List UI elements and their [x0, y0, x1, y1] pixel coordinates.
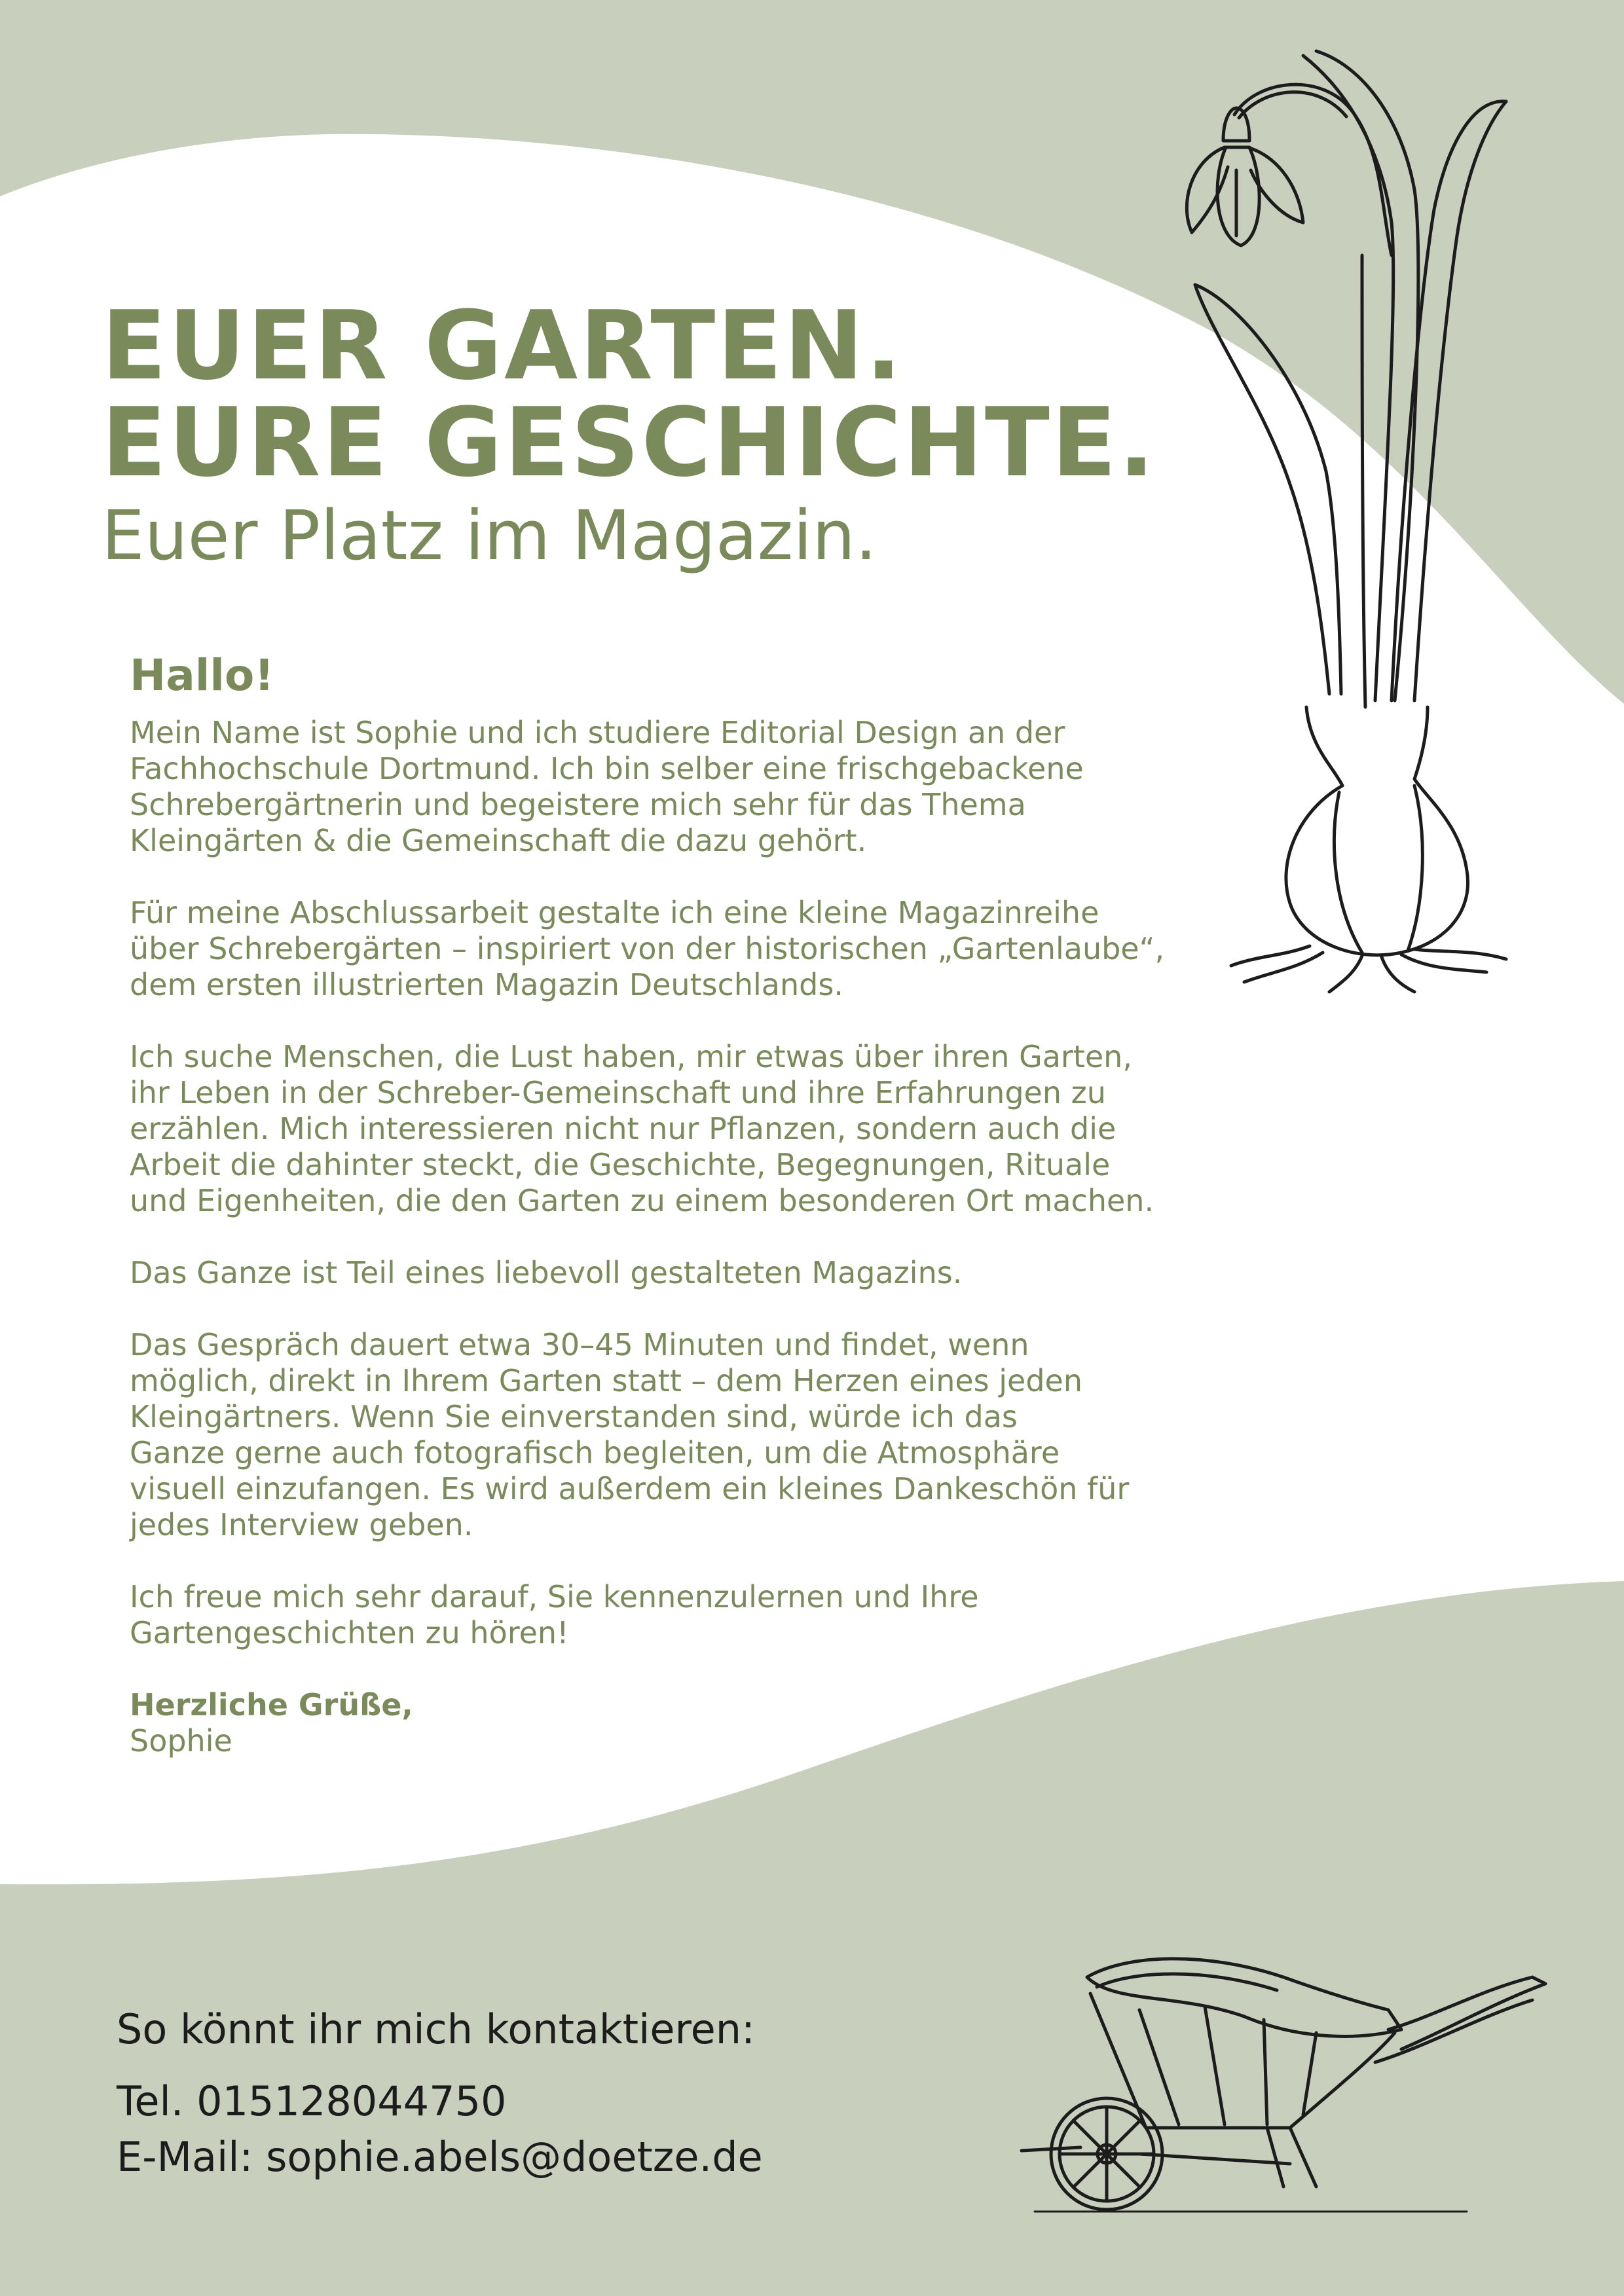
- paragraph-thanks: Ich freue mich sehr darauf, Sie kennenzulernen und Ihre Gartengeschichten zu hören!: [130, 1579, 979, 1650]
- greeting: Hallo!: [130, 650, 274, 701]
- contact-block: [117, 2000, 1033, 2185]
- headline-line-2: EURE GESCHICHTE.: [101, 388, 1156, 498]
- snowdrop-flower-icon: [1166, 39, 1545, 1021]
- contact-phone: Tel. 015128044750: [117, 2077, 507, 2125]
- contact-email: E-Mail: sophie.abels@doetze.de: [117, 2133, 763, 2181]
- contact-title: So könnt ihr mich kontaktieren:: [117, 2005, 755, 2053]
- closing: Herzliche Grüße,: [130, 1687, 413, 1722]
- wheelbarrow-icon: [1008, 1938, 1559, 2213]
- paragraph-magazine: Das Ganze ist Teil eines liebevoll gestalteten Magazins.: [130, 1255, 963, 1290]
- headline: [101, 291, 1215, 575]
- paragraph-intro: Mein Name ist Sophie und ich studiere Editorial Design an der Fachhochschule Dortmund. Ich bin selber eine frischgebackene Schrebergärtnerin und begeistere mich sehr für das Thema Kleingärten & die Gemeinschaft die dazu gehört.: [130, 715, 1084, 858]
- signature: Sophie: [130, 1723, 232, 1758]
- headline-line-1: EUER GARTEN.: [101, 291, 904, 401]
- paragraph-request: Ich suche Menschen, die Lust haben, mir etwas über ihren Garten, ihr Leben in der Schreber-Gemeinschaft und ihre Erfahrungen zu erzählen. Mich interessieren nicht nur Pflanzen, sondern auch die Arbeit die dahinter steckt, die Geschichte, Begegnungen, Rituale und Eigenheiten, die den Garten zu einem besonderen Ort machen.: [130, 1039, 1154, 1218]
- headline-subline: Euer Platz im Magazin.: [101, 496, 877, 575]
- letter-body: [130, 649, 1204, 1759]
- paragraph-project: Für meine Abschlussarbeit gestalte ich eine kleine Magazinreihe über Schrebergärten – inspiriert von der historischen „Gartenlaube“, dem ersten illustrierten Magazin Deutschlands.: [130, 895, 1165, 1002]
- paragraph-interview: Das Gespräch dauert etwa 30–45 Minuten und findet, wenn möglich, direkt in Ihrem Garten statt – dem Herzen eines jeden Kleingärtners. Wenn Sie einverstanden sind, würde ich das Ganze gerne auch fotografisch begleiten, um die Atmosphäre visuell einzufangen. Es wird außerdem ein kleines Dankeschön für jedes Interview geben.: [130, 1327, 1130, 1542]
